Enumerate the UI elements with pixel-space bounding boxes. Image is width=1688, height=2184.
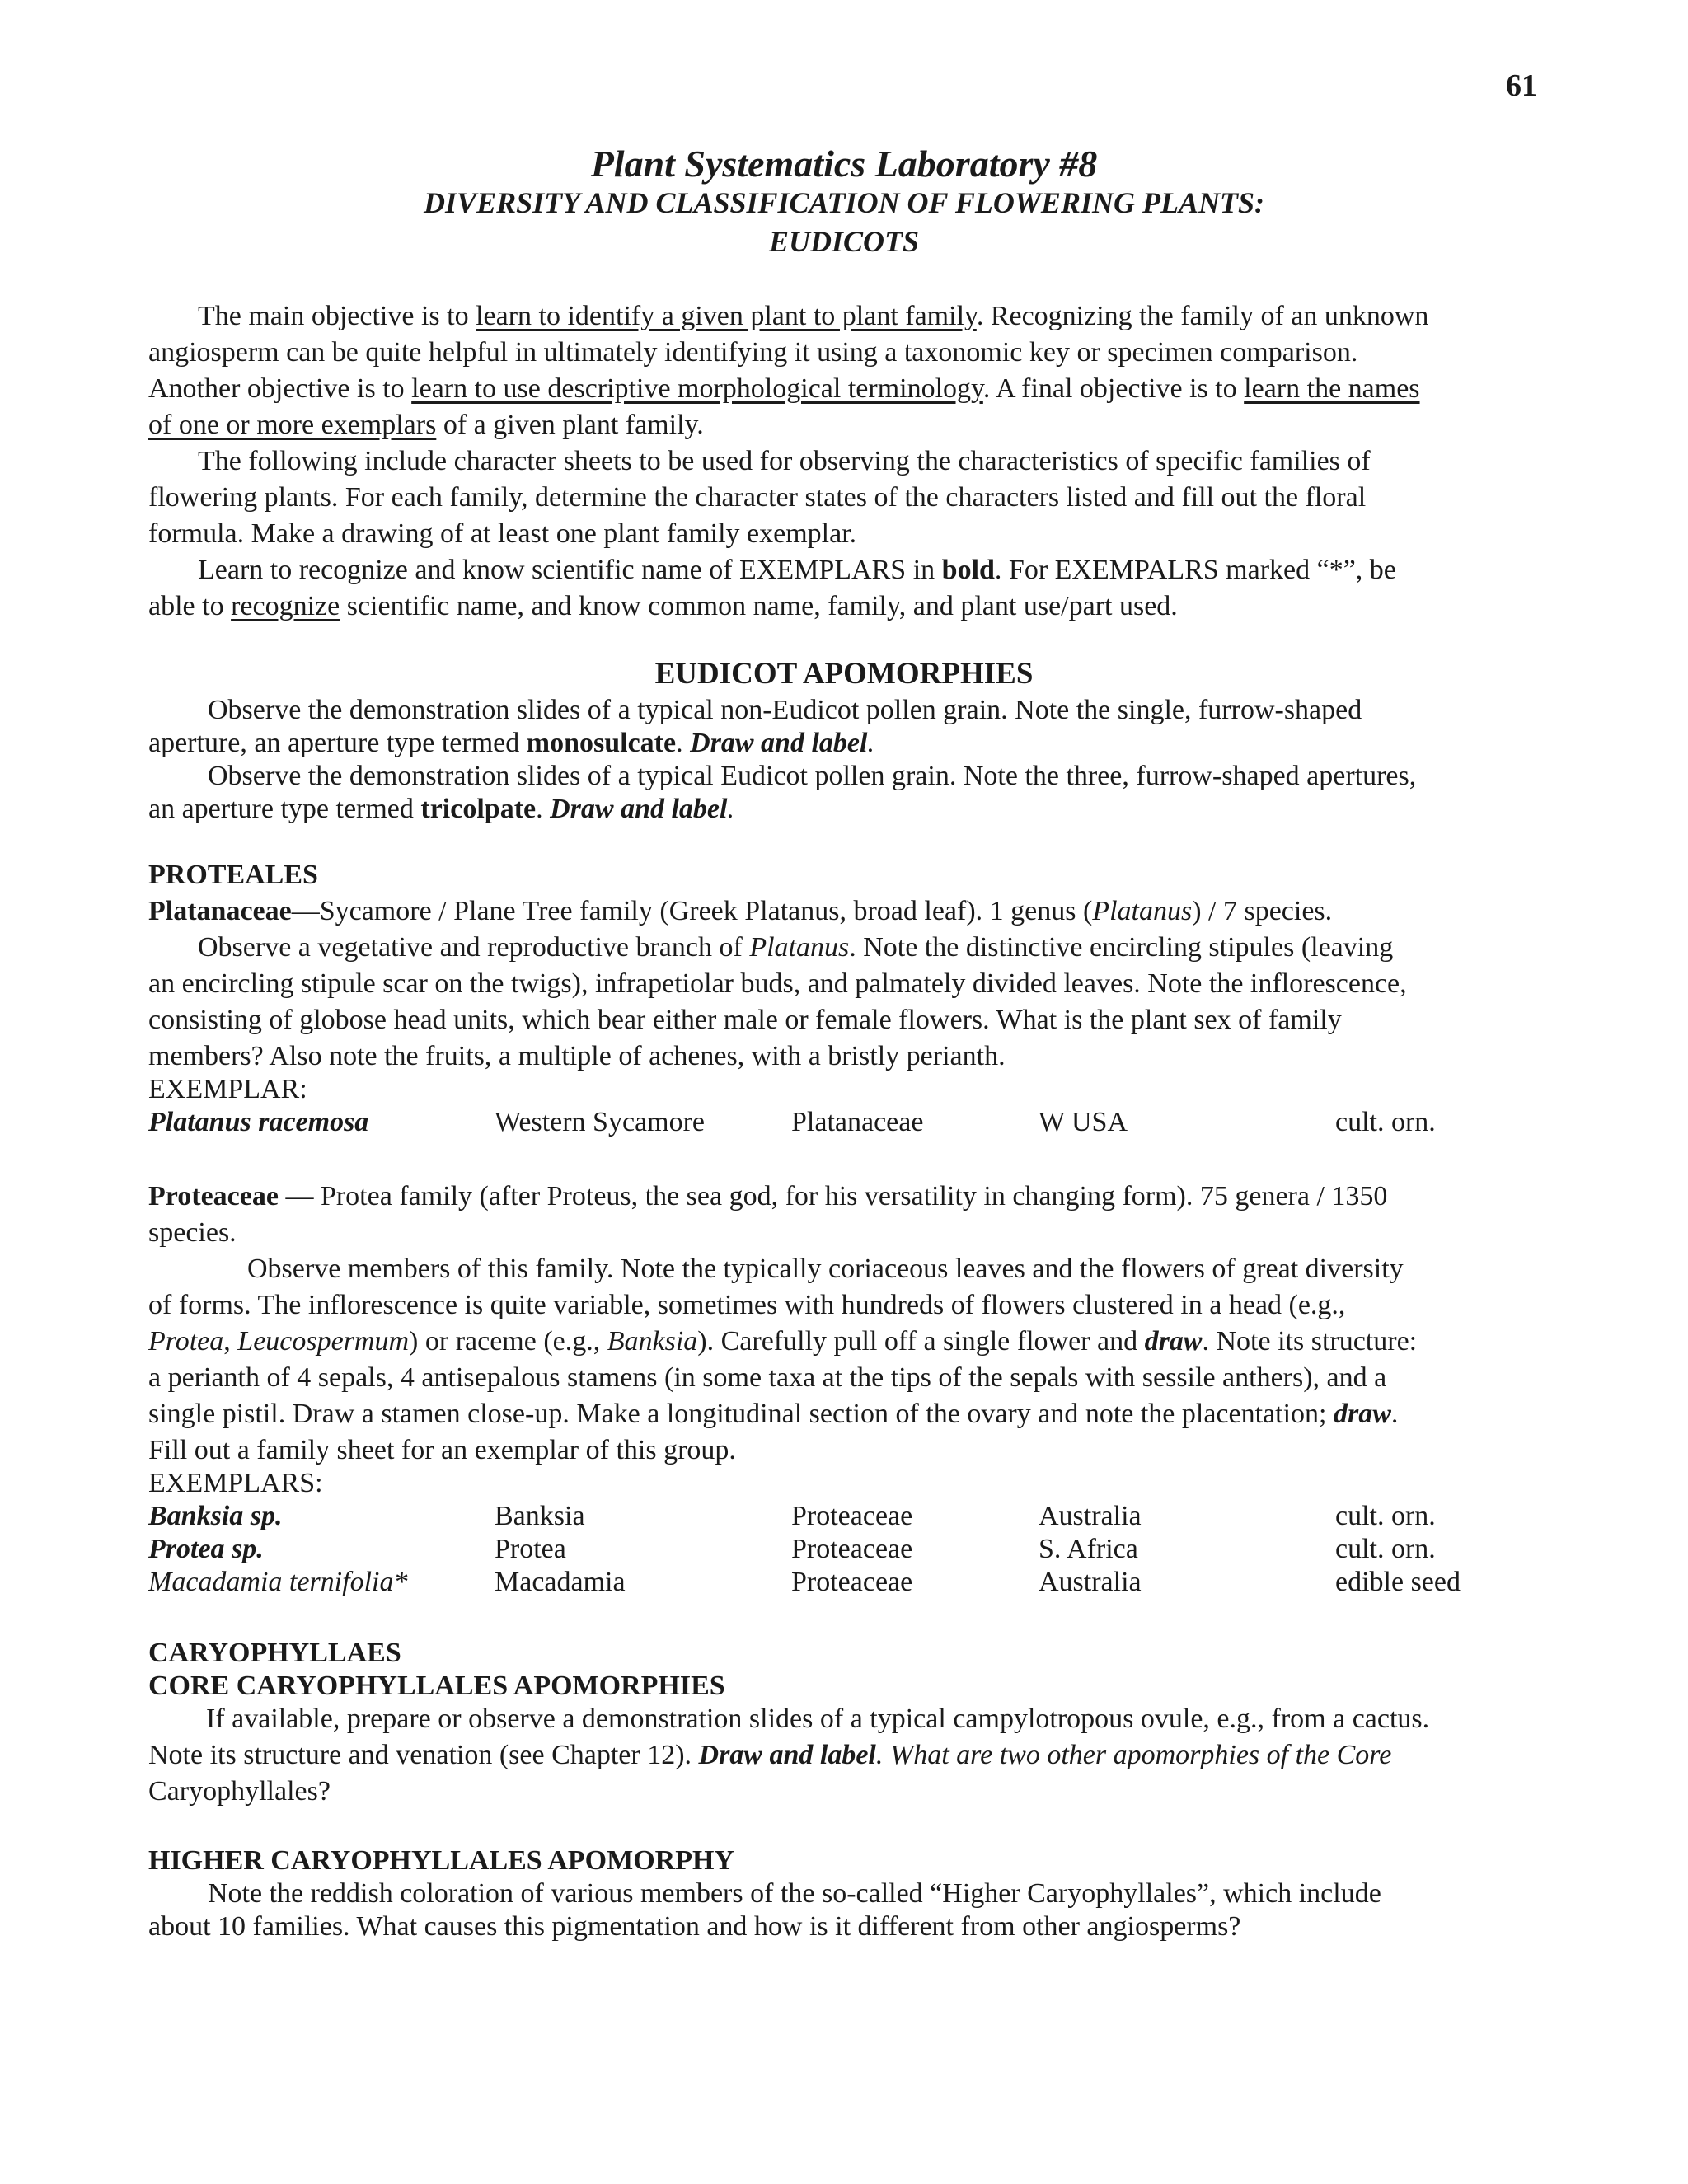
underlined-text: learn the names — [1244, 373, 1420, 404]
intro-line: angiosperm can be quite helpful in ultimately identifying it using a taxonomic key or specimen comparison. — [148, 337, 1358, 368]
proteaceae-line: Fill out a family sheet for an exemplar of this group. — [148, 1435, 736, 1465]
exemplar-common: Protea — [495, 1534, 566, 1564]
exemplar-family: Platanaceae — [791, 1107, 924, 1137]
platanaceae-line: an encircling stipule scar on the twigs), infrapetiolar buds, and palmately divided leaves. Note the inflorescence, — [148, 968, 1407, 999]
exemplar-row — [148, 1498, 1550, 1535]
platanaceae-line: Platanaceae—Sycamore / Plane Tree family (Greek Platanus, broad leaf). 1 genus (Platanus) / 7 species. — [148, 896, 1333, 926]
exemplar-use: edible seed — [1335, 1567, 1461, 1597]
section-heading-caryophyllales: CARYOPHYLLAES — [148, 1638, 401, 1668]
caryophyllales-line: Note its structure and venation (see Chapter 12). Draw and label. What are two other apomorphies of the Core — [148, 1740, 1392, 1770]
exemplars-label: EXEMPLARS: — [148, 1468, 323, 1498]
page-number: 61 — [1506, 68, 1537, 103]
exemplar-common: Banksia — [495, 1501, 585, 1531]
proteaceae-line: species. — [148, 1217, 237, 1248]
section-heading-core: CORE CARYOPHYLLALES APOMORPHIES — [148, 1671, 725, 1701]
page-subtitle-2: EUDICOTS — [768, 225, 920, 258]
exemplar-name: Protea sp. — [148, 1534, 264, 1564]
eudicot-line: Observe the demonstration slides of a typical Eudicot pollen grain. Note the three, furrow-shaped apertures, — [208, 761, 1417, 791]
exemplar-name: Platanus racemosa — [148, 1107, 369, 1137]
proteaceae-line: Observe members of this family. Note the typically coriaceous leaves and the flowers of great diversity — [247, 1254, 1404, 1284]
proteaceae-line: single pistil. Draw a stamen close-up. Make a longitudinal section of the ovary and note the placentation; draw. — [148, 1399, 1399, 1429]
platanaceae-line: members? Also note the fruits, a multiple of achenes, with a bristly perianth. — [148, 1041, 1006, 1071]
exemplar-row — [148, 1531, 1550, 1568]
underlined-text: recognize — [231, 591, 340, 621]
intro-line: flowering plants. For each family, determine the character states of the characters listed and fill out the floral — [148, 482, 1367, 513]
higher-line: Note the reddish coloration of various members of the so-called “Higher Caryophyllales”, which include — [208, 1878, 1381, 1909]
intro-line: able to recognize scientific name, and know common name, family, and plant use/part used. — [148, 591, 1178, 621]
platanaceae-line: consisting of globose head units, which bear either male or female flowers. What is the plant sex of family — [148, 1005, 1342, 1035]
exemplar-family: Proteaceae — [791, 1567, 913, 1597]
caryophyllales-line: Caryophyllales? — [148, 1776, 331, 1807]
platanaceae-line: Observe a vegetative and reproductive branch of Platanus. Note the distinctive encircling stipules (leaving — [198, 932, 1394, 963]
exemplar-family: Proteaceae — [791, 1534, 913, 1564]
exemplar-name: Macadamia ternifolia* — [148, 1567, 408, 1597]
eudicot-line: Observe the demonstration slides of a typical non-Eudicot pollen grain. Note the single, furrow-shaped — [208, 695, 1362, 725]
intro-line: The following include character sheets to be used for observing the characteristics of specific families of — [198, 446, 1371, 476]
exemplar-use: cult. orn. — [1335, 1107, 1436, 1137]
page-subtitle: DIVERSITY AND CLASSIFICATION OF FLOWERING PLANTS: — [424, 186, 1264, 219]
section-heading-eudicot: EUDICOT APOMORPHIES — [654, 657, 1034, 691]
exemplar-region: Australia — [1039, 1567, 1142, 1597]
eudicot-line: aperture, an aperture type termed monosulcate. Draw and label. — [148, 728, 874, 758]
exemplar-row — [148, 1564, 1550, 1601]
exemplar-row — [148, 1104, 1550, 1141]
underlined-text: of one or more exemplars — [148, 410, 437, 440]
proteaceae-line: Proteaceae — Protea family (after Proteus, the sea god, for his versatility in changing form). 75 genera / 1350 — [148, 1181, 1388, 1212]
exemplar-use: cult. orn. — [1335, 1501, 1436, 1531]
exemplar-region: W USA — [1039, 1107, 1128, 1137]
caryophyllales-line: If available, prepare or observe a demonstration slides of a typical campylotropous ovule, e.g., from a cactus. — [206, 1704, 1430, 1734]
page-title: Plant Systematics Laboratory #8 — [590, 143, 1098, 185]
underlined-text: learn to identify a given plant to plant family — [476, 301, 977, 331]
exemplar-use: cult. orn. — [1335, 1534, 1436, 1564]
higher-line: about 10 families. What causes this pigmentation and how is it different from other angiosperms? — [148, 1911, 1241, 1942]
intro-line: Another objective is to learn to use descriptive morphological terminology. A final objective is to learn the names — [148, 373, 1420, 404]
exemplar-label: EXEMPLAR: — [148, 1074, 307, 1104]
section-heading-higher: HIGHER CARYOPHYLLALES APOMORPHY — [148, 1845, 734, 1876]
section-heading-proteales: PROTEALES — [148, 860, 318, 890]
eudicot-line: an aperture type termed tricolpate. Draw and label. — [148, 794, 734, 824]
proteaceae-line: of forms. The inflorescence is quite variable, sometimes with hundreds of flowers clustered in a head (e.g., — [148, 1290, 1346, 1320]
exemplar-common: Western Sycamore — [495, 1107, 705, 1137]
intro-line: Learn to recognize and know scientific name of EXEMPLARS in bold. For EXEMPALRS marked “*”, be — [198, 555, 1396, 585]
exemplar-region: Australia — [1039, 1501, 1142, 1531]
proteaceae-line: a perianth of 4 sepals, 4 antisepalous stamens (in some taxa at the tips of the sepals with sessile anthers), and a — [148, 1362, 1387, 1393]
exemplar-region: S. Africa — [1039, 1534, 1138, 1564]
intro-line: of one or more exemplars of a given plant family. — [148, 410, 704, 440]
proteaceae-line: Protea, Leucospermum) or raceme (e.g., Banksia). Carefully pull off a single flower and draw. Note its structure: — [148, 1326, 1418, 1357]
exemplar-name: Banksia sp. — [148, 1501, 283, 1531]
exemplar-common: Macadamia — [495, 1567, 626, 1597]
intro-line: formula. Make a drawing of at least one plant family exemplar. — [148, 518, 857, 549]
exemplar-family: Proteaceae — [791, 1501, 913, 1531]
underlined-text: learn to use descriptive morphological terminology — [411, 373, 983, 404]
intro-line: The main objective is to learn to identify a given plant to plant family. Recognizing the family of an unknown — [198, 301, 1429, 331]
